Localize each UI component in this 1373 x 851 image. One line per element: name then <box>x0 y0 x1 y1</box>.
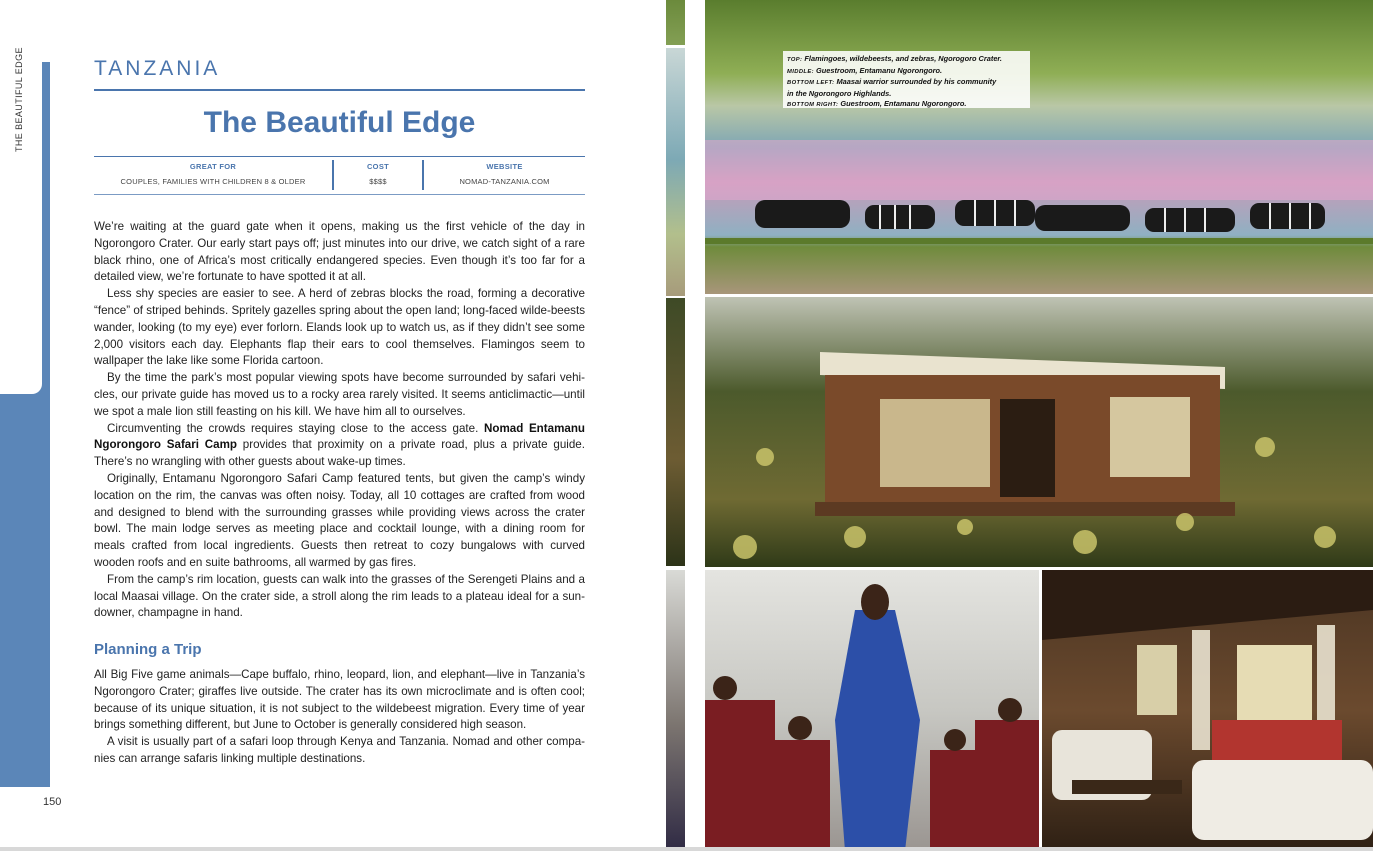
divider-top <box>94 89 585 91</box>
caption-text: Flamingoes, wildebeests, and zebras, Ngorogoro Crater. <box>804 54 1002 63</box>
photo-caption <box>783 51 1030 108</box>
info-value: NOMAD-TANZANIA.COM <box>459 177 550 186</box>
info-heading: COST <box>366 162 390 171</box>
paragraph: From the camp’s rim location, guests can walk into the grasses of the Serengeti Plains and a local Maasai village. On the crater side, a stroll along the rim leads to a plateau ideal for a sun-downer, champagne in hand. <box>94 572 585 620</box>
paragraph-text: Circumventing the crowds requires staying close to the access gate. <box>107 421 484 435</box>
caption-key: TOP: <box>787 57 803 63</box>
photo-strip <box>666 0 685 45</box>
flamingo-zebra-crater-photo <box>705 0 1373 294</box>
planning-body <box>94 667 585 768</box>
caption-text: Guestroom, Entamanu Ngorongoro. <box>840 99 967 109</box>
caption-line <box>787 89 1030 100</box>
paragraph-text: provides that proximity on a private road, plus a private guide. There’s no wrangling with other guests about wake-up times. <box>94 438 585 469</box>
page-bottom-edge <box>0 847 1373 851</box>
photo-strip <box>666 298 685 566</box>
camp-name: Nomad Entamanu Ngorongoro Safari Camp <box>94 421 585 452</box>
caption-text: in the Ngorongoro Highlands. <box>787 88 892 98</box>
paragraph: Originally, Entamanu Ngorongoro Safari Camp featured tents, but given the camp’s windy location on the rim, the canvas was often noisy. Today, all 10 cottages are crafted from wood and designed to blend with the surrounding grasses while providing views across the crater bowl. The main lodge serves as meeting place and cocktail lounge, with a dining room for meals crafted from local ingredients. Guests then retreat to cozy bungalows with curved wooden roofs and en suite bathrooms, all warmed by gas fires. <box>94 471 585 569</box>
info-cost <box>334 162 422 186</box>
running-head: THE BEAUTIFUL EDGE <box>14 47 24 152</box>
caption-key: MIDDLE: <box>787 68 814 75</box>
article-body <box>94 219 585 622</box>
cottage-guestroom-photo <box>705 297 1373 567</box>
maasai-warrior-photo <box>705 570 1039 851</box>
caption-text: Maasai warrior surrounded by his community <box>836 77 997 87</box>
paragraph: By the time the park’s most popular viewing spots have become surrounded by safari vehi-cles, our private guide has moved us to a rocky area rarely visited. It seems anticlimactic—until we spot a male lion still feasting on his kill. We have him all to ourselves. <box>94 371 585 418</box>
info-website <box>424 162 585 186</box>
caption-line <box>787 66 1030 78</box>
lodge-interior-photo <box>1042 570 1373 851</box>
divider-info-bottom <box>94 194 585 195</box>
paragraph: Less shy species are easier to see. A herd of zebras blocks the road, forming a decorative “fence” of striped behinds. Spritely gazelles spring about the open land; long-faced wilde-beests wander, looking (to my eye) ever forlorn. Elands look up to watch us, as if they didn’t see some 2,000 visitors each day. Elephants flap their ears to cool themselves. Flamingos seem to wallpaper the lake like some Florida cartoon. <box>94 287 585 368</box>
caption-text: Guestroom, Entamanu Ngorongoro. <box>816 65 943 75</box>
country-heading: TANZANIA <box>94 57 221 80</box>
caption-line <box>787 77 1030 89</box>
photo-strip <box>666 48 685 296</box>
paragraph: We’re waiting at the guard gate when it opens, making us the first vehicle of the day in Ngorongoro Crater. Our early start pays off; just minutes into our drive, we catch sight of a rare black rhino, one of Africa’s most critically endangered species. Even though it’s too far for a detailed view, we’re fortunate to have spotted it at all. <box>94 220 585 284</box>
divider-info-top <box>94 156 585 157</box>
info-value: COUPLES, FAMILIES WITH CHILDREN 8 & OLDER <box>120 177 306 186</box>
left-page <box>0 0 666 851</box>
article-title: The Beautiful Edge <box>203 106 476 139</box>
section-subhead: Planning a Trip <box>94 641 202 658</box>
paragraph: All Big Five game animals—Cape buffalo, rhino, leopard, lion, and elephant—live in Tanzania’s Ngorongoro Crater; giraffes live outside. The crater has its own microclimate and is often cool; because of its unique situation, it is not subject to the wildebeest migration. Every time of year brings something different, but June to October is generally considered high season. <box>94 668 585 732</box>
caption-line <box>787 99 1030 111</box>
page-number: 150 <box>43 796 62 808</box>
photo-strip <box>666 570 685 851</box>
paragraph: A visit is usually part of a safari loop through Kenya and Tanzania. Nomad and other compa-nies can arrange safaris linking multiple destinations. <box>94 735 585 765</box>
caption-key: BOTTOM LEFT: <box>787 80 835 87</box>
caption-key: BOTTOM RIGHT: <box>787 102 839 109</box>
info-heading: WEBSITE <box>486 162 523 171</box>
info-heading: GREAT FOR <box>189 162 237 171</box>
info-value: $$$$ <box>369 177 387 186</box>
caption-line <box>787 54 1030 66</box>
info-great-for <box>94 162 332 186</box>
paragraph <box>94 421 585 471</box>
